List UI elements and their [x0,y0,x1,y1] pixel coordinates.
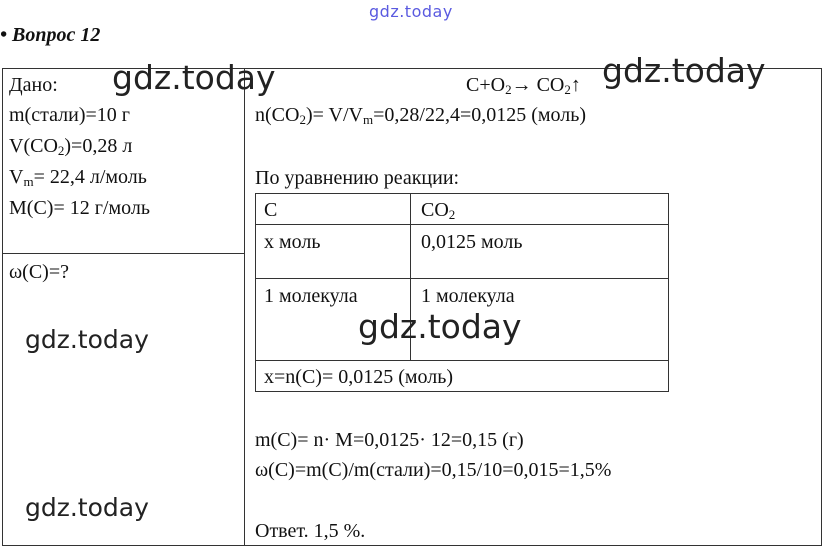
table-cell: 0,0125 моль [421,231,523,253]
watermark: gdz.today [602,51,766,90]
table-header-co2: $CO_2$ [421,199,456,222]
ratio-table [255,193,669,392]
table-cell: x моль [264,231,321,253]
table-header-c: C [264,199,278,221]
table-row-divider [256,224,668,225]
table-row-divider [256,360,668,361]
given-find-divider [2,253,245,254]
watermark-top: gdz.today [369,2,453,21]
find-label: ω(C)=? [9,261,69,283]
mass-fraction-calc: ω(C)=m(C)/m(стали)=0,15/10=0,015=1,5% [255,459,612,481]
table-row-divider [256,278,668,279]
question-title: • Вопрос 12 [0,24,101,46]
amount-co2-calc: $n(CO_2)= V/V_m=0,28/22,4=0,0125$ (моль) [255,104,587,127]
table-cell: 1 молекула [421,285,515,307]
given-molar-volume: $V_m= 22,4$ л/моль [9,166,147,189]
given-mass-steel: m(стали)=10 г [9,104,130,126]
watermark: gdz.today [25,493,149,522]
watermark: gdz.today [112,58,276,97]
table-cell: 1 молекула [264,285,358,307]
given-molar-mass: M(C)= 12 г/моль [9,197,150,219]
by-equation-label: По уравнению реакции: [255,167,460,189]
given-label: Дано: [9,74,58,96]
answer-text: Ответ. 1,5 %. [255,520,366,542]
table-result: x=n(C)= 0,0125 (моль) [264,366,454,388]
mass-carbon-calc: m(C)= n· M=0,0125· 12=0,15 (г) [255,429,524,451]
reaction-equation: $C+O_2\to$ $CO_2↑$ [466,74,581,97]
given-volume-co2: $V(CO_2)=0,28$ л [9,135,133,158]
column-divider [244,68,245,546]
watermark: gdz.today [358,307,522,346]
watermark: gdz.today [25,325,149,354]
